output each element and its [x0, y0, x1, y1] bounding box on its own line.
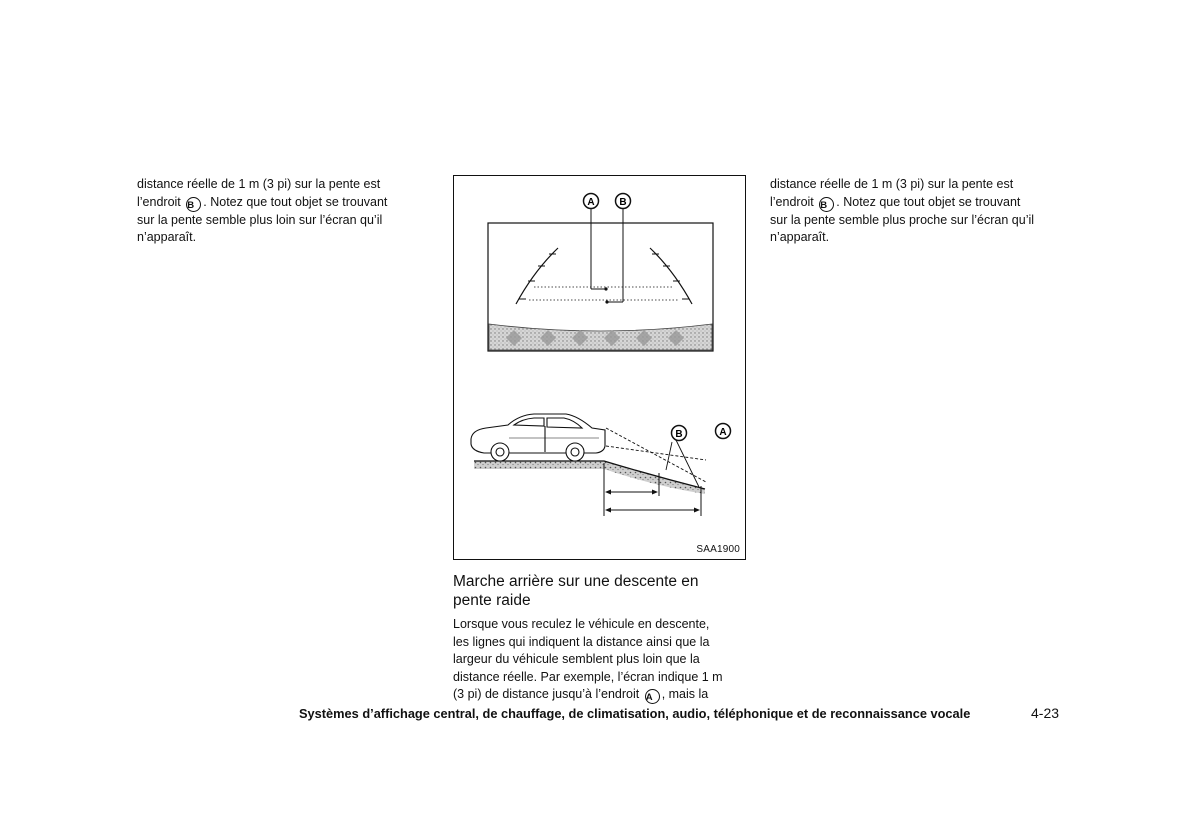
left-line-3: sur la pente semble plus loin sur l’écran qu’il	[137, 212, 383, 227]
right-line-4: n’apparaît.	[770, 230, 830, 245]
svg-text:B: B	[619, 197, 627, 208]
right-line-2-start: l’endroit	[770, 194, 814, 209]
left-line-4: n’apparaît.	[137, 230, 197, 245]
left-column-text	[137, 176, 431, 247]
camera-screen-view	[488, 194, 713, 352]
right-line-2-end: . Notez que tout objet se trouvant	[836, 194, 1021, 209]
section-title	[453, 572, 746, 610]
side-marker-a	[716, 424, 731, 439]
right-line-3: sur la pente semble plus proche sur l’écran qu’il	[770, 212, 1035, 227]
body-line-1: Lorsque vous reculez le véhicule en descente,	[453, 617, 710, 631]
side-view-slope	[471, 414, 731, 516]
car-illustration	[471, 414, 605, 461]
body-line-5-end: , mais la	[661, 687, 709, 702]
left-line-2-start: l’endroit	[137, 194, 181, 209]
left-line-1: distance réelle de 1 m (3 pi) sur la pente est	[137, 177, 381, 191]
body-line-4: distance réelle. Par exemple, l’écran indique 1 m	[453, 669, 723, 684]
section-body	[453, 616, 746, 704]
side-marker-b	[672, 426, 687, 441]
screen-marker-a	[584, 194, 599, 209]
page-number: 4-23	[1031, 705, 1060, 721]
marker-a: A	[645, 689, 660, 704]
svg-text:A: A	[719, 427, 727, 438]
page-footer-title: Systèmes d’affichage central, de chauffage, de climatisation, audio, téléphonique et de reconnaissance vocale	[299, 706, 971, 721]
figure-code: SAA1900	[696, 544, 740, 555]
right-line-1: distance réelle de 1 m (3 pi) sur la pente est	[770, 177, 1014, 191]
body-line-5-start: (3 pi) de distance jusqu’à l’endroit	[453, 687, 640, 702]
right-column-text	[770, 176, 1063, 247]
marker-b: B	[819, 197, 834, 212]
left-line-2-end: . Notez que tout objet se trouvant	[203, 194, 388, 209]
figure-illustration	[454, 176, 747, 561]
marker-b: B	[186, 197, 201, 212]
rear-camera-figure	[453, 175, 746, 560]
svg-text:B: B	[675, 429, 683, 440]
body-line-3: largeur du véhicule semblent plus loin que la	[453, 652, 700, 667]
screen-marker-b	[616, 194, 631, 209]
section-title-line-1: Marche arrière sur une descente en	[453, 573, 699, 590]
section-title-line-2: pente raide	[453, 592, 531, 609]
svg-text:A: A	[587, 197, 595, 208]
body-line-2: les lignes qui indiquent la distance ainsi que la	[453, 634, 710, 649]
